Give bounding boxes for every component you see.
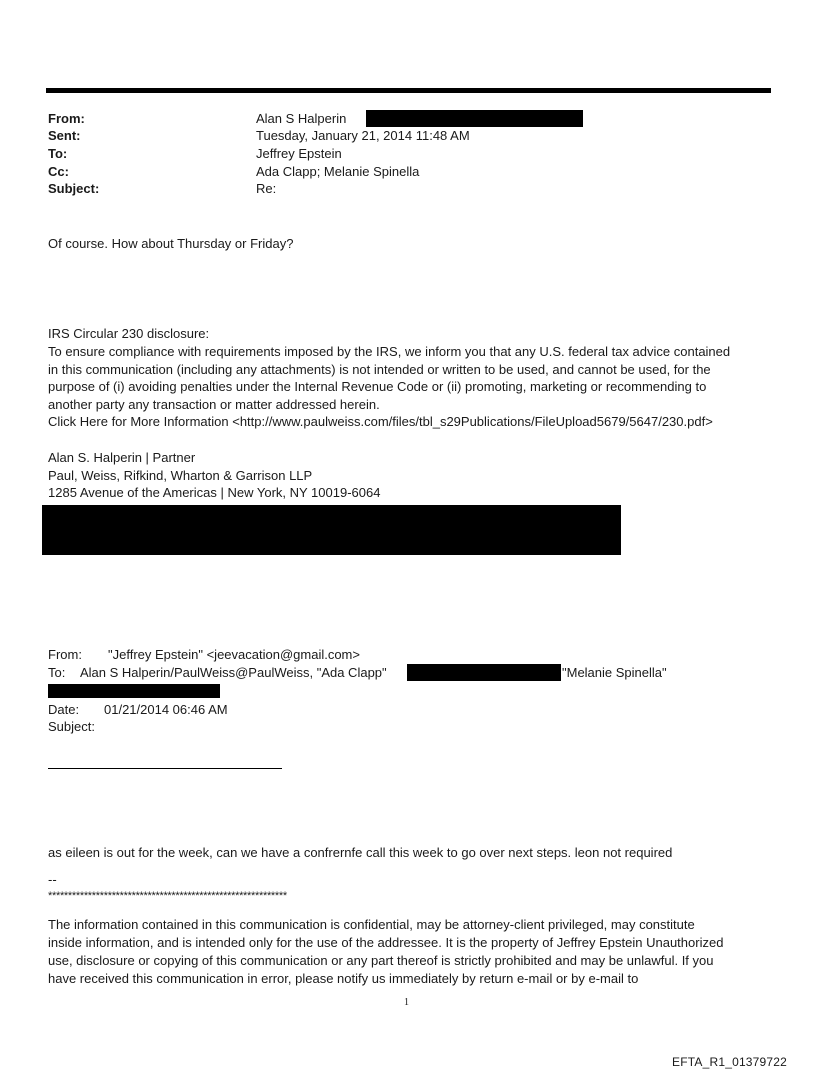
quoted-to-value-2: "Melanie Spinella" xyxy=(562,665,667,680)
sent-label: Sent: xyxy=(48,128,81,143)
signature-firm: Paul, Weiss, Rifkind, Wharton & Garrison LLP xyxy=(48,468,313,483)
confidentiality-line: The information contained in this communication is confidential, may be attorney-client privileged, may constitute xyxy=(48,917,695,932)
quoted-subject-label: Subject: xyxy=(48,719,95,734)
from-value: Alan S Halperin xyxy=(256,111,347,126)
confidentiality-line: use, disclosure or copying of this communication or any part thereof is strictly prohibited and may be unlawful. If you xyxy=(48,953,714,968)
document-id: EFTA_R1_01379722 xyxy=(672,1055,788,1069)
cc-label: Cc: xyxy=(48,164,69,179)
disclosure-line: To ensure compliance with requirements imposed by the IRS, we inform you that any U.S. federal tax advice contained xyxy=(48,344,731,359)
redaction-block xyxy=(42,505,621,555)
to-label: To: xyxy=(48,146,68,161)
quoted-from-label: From: xyxy=(48,647,82,662)
quoted-body: as eileen is out for the week, can we have a confrernfe call this week to go over next steps. leon not required xyxy=(48,845,673,860)
confidentiality-line: inside information, and is intended only for the use of the addressee. It is the property of Jeffrey Epstein Unauthorized xyxy=(48,935,724,950)
redaction-bar xyxy=(366,110,583,127)
to-value: Jeffrey Epstein xyxy=(256,146,342,161)
disclosure-link[interactable]: Click Here for More Information <http://www.paulweiss.com/files/tbl_s29Publications/FileUpload5679/5647/230.pdf> xyxy=(48,414,713,429)
asterisk-line: ************************************************************ xyxy=(48,890,287,902)
quoted-date-value: 01/21/2014 06:46 AM xyxy=(104,702,228,717)
disclosure-line: in this communication (including any attachments) is not intended or written to be used, and cannot be used, for the xyxy=(48,362,711,377)
subject-value: Re: xyxy=(256,181,277,196)
quoted-date-label: Date: xyxy=(48,702,80,717)
from-label: From: xyxy=(48,111,85,126)
header-rule xyxy=(46,88,771,93)
disclosure-line: purpose of (i) avoiding penalties under the Internal Revenue Code or (ii) promoting, marketing or recommending to xyxy=(48,379,707,394)
confidentiality-line: have received this communication in error, please notify us immediately by return e-mail or by e-mail to xyxy=(48,971,639,986)
signature-address: 1285 Avenue of the Americas | New York, NY 10019-6064 xyxy=(48,485,381,500)
subject-label: Subject: xyxy=(48,181,100,196)
cc-value: Ada Clapp; Melanie Spinella xyxy=(256,164,420,179)
disclosure-title: IRS Circular 230 disclosure: xyxy=(48,326,210,341)
disclosure-line: another party any transaction or matter addressed herein. xyxy=(48,397,380,412)
redaction-bar xyxy=(48,684,220,698)
quoted-from-value: "Jeffrey Epstein" <jeevacation@gmail.com> xyxy=(108,647,360,662)
signature-name: Alan S. Halperin | Partner xyxy=(48,450,196,465)
quoted-to-label: To: xyxy=(48,665,66,680)
quote-separator-line xyxy=(48,768,282,769)
page-number: 1 xyxy=(404,997,409,1008)
sent-value: Tuesday, January 21, 2014 11:48 AM xyxy=(256,128,470,143)
separator-dashes: -- xyxy=(48,872,57,887)
redaction-bar xyxy=(407,664,561,681)
reply-body: Of course. How about Thursday or Friday? xyxy=(48,236,294,251)
quoted-to-value: Alan S Halperin/PaulWeiss@PaulWeiss, "Ada Clapp" xyxy=(80,665,387,680)
